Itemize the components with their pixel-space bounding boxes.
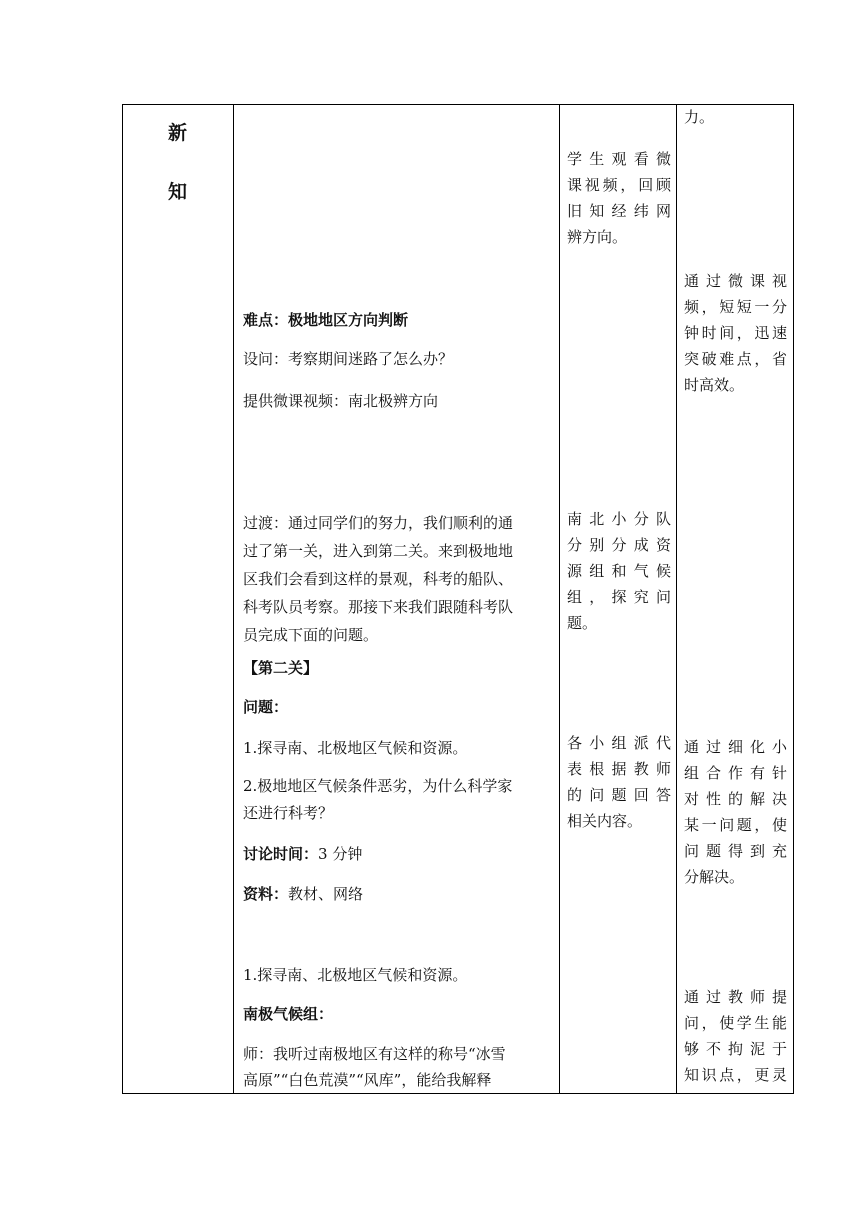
intent-block-2-line-2: 组合作有针	[684, 764, 787, 782]
transition-line-1: 过渡：通过同学们的努力，我们顺利的通	[243, 514, 514, 532]
student-block-1-line-1: 学生观看微	[567, 150, 671, 168]
column-divider-2	[559, 104, 560, 1094]
table-left-border	[122, 104, 123, 1094]
level2-heading: 【第二关】	[243, 659, 319, 677]
intent-block-1-line-4: 突破难点，省	[684, 350, 787, 368]
student-block-1-line-4: 辨方向。	[567, 228, 628, 246]
intent-block-3-line-1: 通过教师提	[684, 988, 787, 1006]
material-label: 资料：	[243, 885, 289, 903]
south-pole-climate-group: 南极气候组：	[243, 1005, 334, 1023]
column-divider-1	[233, 104, 234, 1094]
table-right-border	[793, 104, 794, 1094]
section-char-1: 新	[168, 122, 188, 144]
section-char-2: 知	[168, 181, 188, 203]
discuss-value: 3 分钟	[318, 845, 363, 863]
student-block-3-line-4: 相关内容。	[567, 812, 643, 830]
intent-block-1-line-5: 时高效。	[684, 376, 745, 394]
student-block-2-line-5: 题。	[567, 614, 598, 632]
intent-block-1-line-1: 通过微课视	[684, 272, 787, 290]
question-line: 设问：考察期间迷路了怎么办？	[243, 350, 454, 368]
difficulty-heading	[243, 307, 408, 333]
student-block-3-line-1: 各小组派代	[567, 734, 671, 752]
intent-block-2-line-1: 通过细化小	[684, 738, 787, 756]
student-block-1-line-3: 旧知经纬网	[567, 202, 671, 220]
intent-block-0-line-1: 力。	[684, 108, 715, 126]
transition-line-4: 科考队员考察。那接下来我们跟随科考队	[243, 598, 514, 616]
intent-block-3-line-4: 知识点，更灵	[684, 1066, 787, 1084]
material-value: 教材、网络	[288, 885, 364, 903]
transition-line-3: 区我们会看到这样的景观，科考的船队、	[243, 570, 514, 588]
question-1-repeat: 1.探寻南、北极地区气候和资源。	[243, 966, 468, 984]
teacher-dialogue-line-2: 高原”“白色荒漠”“风库”，能给我解释	[243, 1071, 492, 1089]
materials	[243, 881, 363, 907]
table-bottom-border	[122, 1093, 793, 1094]
discuss-label: 讨论时间：	[243, 845, 319, 863]
column-divider-3	[676, 104, 677, 1094]
intent-block-2-line-4: 某一问题，使	[684, 816, 787, 834]
student-block-3-line-2: 表根据教师	[567, 760, 671, 778]
difficulty-label: 难点：	[243, 311, 289, 329]
transition-line-5: 员完成下面的问题。	[243, 626, 379, 644]
student-block-1-line-2: 课视频，回顾	[567, 176, 671, 194]
intent-block-2-line-6: 分解决。	[684, 868, 745, 886]
teacher-dialogue-line-1: 师：我听过南极地区有这样的称号“冰雪	[243, 1045, 506, 1063]
intent-block-3-line-2: 问，使学生能	[684, 1014, 787, 1032]
question-2-line-1: 2.极地地区气候条件恶劣，为什么科学家	[243, 777, 513, 795]
question-2-line-2: 还进行科考？	[243, 804, 334, 822]
questions-label: 问题：	[243, 698, 289, 716]
student-block-2-line-1: 南北小分队	[567, 510, 671, 528]
difficulty-text: 极地地区方向判断	[288, 311, 409, 329]
video-line: 提供微课视频：南北极辨方向	[243, 392, 439, 410]
intent-block-1-line-2: 频，短短一分	[684, 298, 787, 316]
transition-line-2: 过了第一关，进入到第二关。来到极地地	[243, 542, 514, 560]
question-1: 1.探寻南、北极地区气候和资源。	[243, 739, 468, 757]
student-block-2-line-2: 分别分成资	[567, 536, 671, 554]
student-block-3-line-3: 的问题回答	[567, 786, 671, 804]
intent-block-2-line-3: 对性的解决	[684, 790, 787, 808]
student-block-2-line-3: 源组和气候	[567, 562, 671, 580]
intent-block-3-line-3: 够不拘泥于	[684, 1040, 787, 1058]
student-block-2-line-4: 组，探究问	[567, 588, 671, 606]
discuss-time	[243, 841, 362, 867]
intent-block-2-line-5: 问题得到充	[684, 842, 787, 860]
intent-block-1-line-3: 钟时间，迅速	[684, 324, 787, 342]
